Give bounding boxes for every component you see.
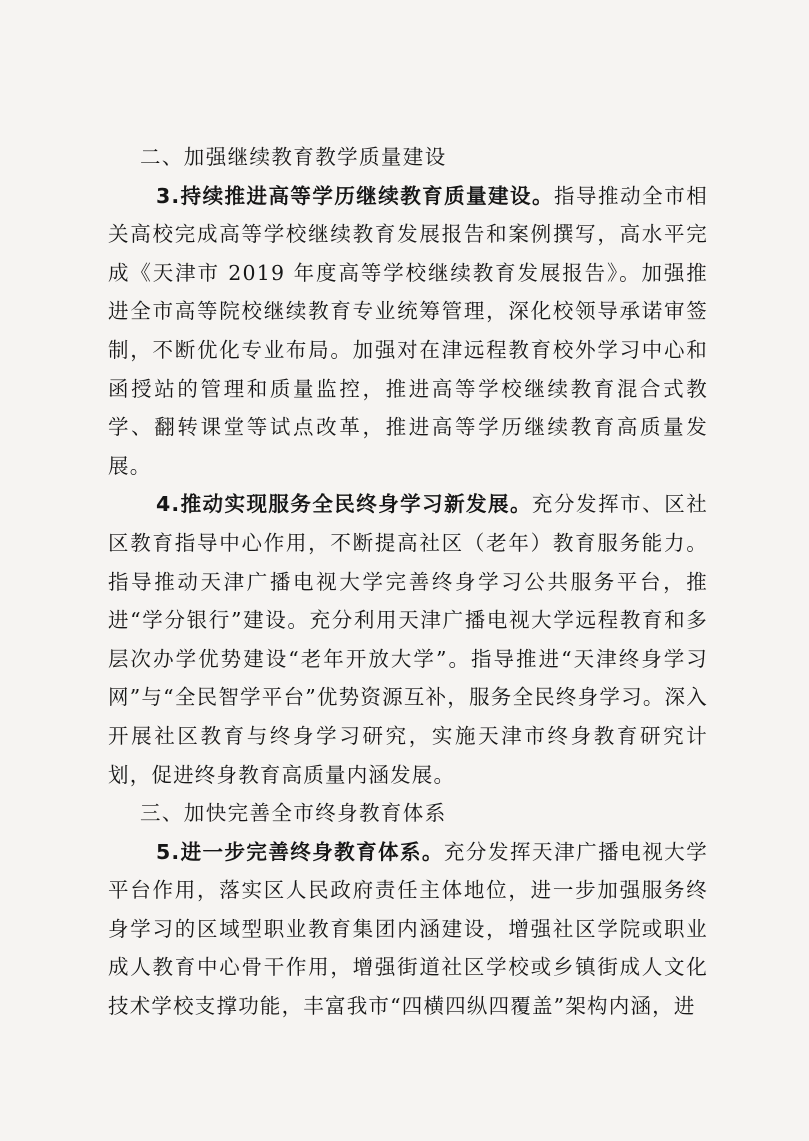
paragraph-4-lead: 4.推动实现服务全民终身学习新发展。 xyxy=(156,492,532,517)
paragraph-4-body: 充分发挥市、区社区教育指导中心作用，不断提高社区（老年）教育服务能力。指导推动天津广播电视大学完善终身学习公共服务平台，推进“学分银行”建设。充分利用天津广播电视大学远程教育和多层次办学优势建设“老年开放大学”。指导推进“天津终身学习网”与“全民智学平台”优势资源互补，服务全民终身学习。深入开展社区教育与终身学习研究，实施天津市终身教育研究计划，促进终身教育高质量内涵发展。 xyxy=(108,492,708,787)
paragraph-5-body: 充分发挥天津广播电视大学平台作用，落实区人民政府责任主体地位，进一步加强服务终身学习的区域型职业教育集团内涵建设，增强社区学院或职业成人教育中心骨干作用，增强街道社区学校或乡镇街成人文化技术学校支撑功能，丰富我市“四横四纵四覆盖”架构内涵，进 xyxy=(108,839,709,1019)
paragraph-5 xyxy=(108,833,708,1026)
paragraph-4 xyxy=(108,485,708,794)
paragraph-5-lead: 5.进一步完善终身教育体系。 xyxy=(156,839,444,864)
paragraph-3-body: 指导推动全市相关高校完成高等学校继续教育发展报告和案例撰写，高水平完成《天津市 2019 年度高等学校继续教育发展报告》。加强推进全市高等院校继续教育专业统筹管理，深化校领导承诺审签制，不断优化专业布局。加强对在津远程教育校外学习中心和函授站的管理和质量监控，推进高等学校继续教育混合式教学、翻转课堂等试点改革，推进高等学历继续教育高质量发展。 xyxy=(108,183,708,478)
section-heading-3: 三、加快完善全市终身教育体系 xyxy=(140,801,447,826)
paragraph-3 xyxy=(108,177,708,486)
section-heading-2: 二、加强继续教育教学质量建设 xyxy=(140,145,447,169)
document-body xyxy=(108,138,708,1026)
paragraph-3-lead: 3.持续推进高等学历继续教育质量建设。 xyxy=(156,183,554,208)
